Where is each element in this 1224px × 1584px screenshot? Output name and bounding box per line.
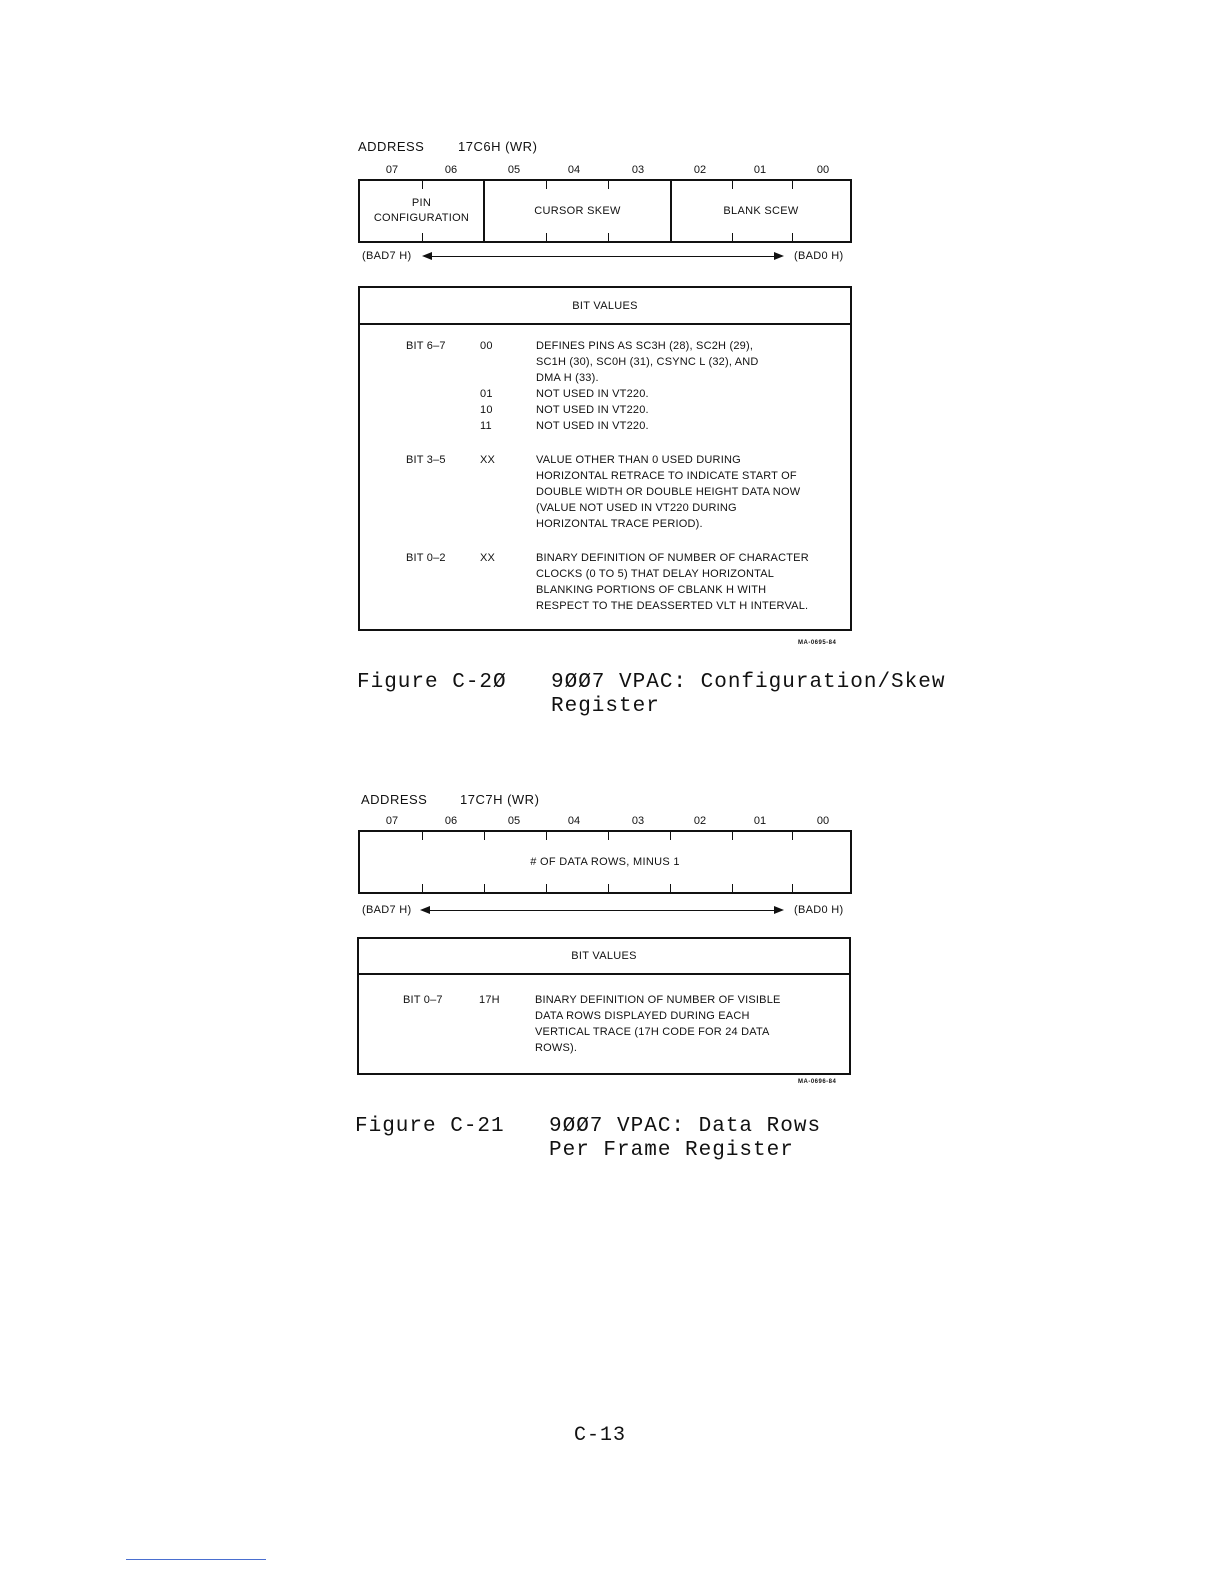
bit-number: 02 bbox=[693, 815, 707, 827]
bit-description: BINARY DEFINITION OF NUMBER OF VISIBLE bbox=[535, 994, 781, 1006]
lsb-label: (BAD0 H) bbox=[794, 250, 844, 262]
cursor-skew-field bbox=[485, 181, 672, 241]
bit-tick bbox=[732, 832, 733, 840]
bit-tick bbox=[546, 884, 547, 892]
arrow-right-icon bbox=[774, 906, 784, 914]
bit-number: 01 bbox=[753, 164, 767, 176]
bit-description: DOUBLE WIDTH OR DOUBLE HEIGHT DATA NOW bbox=[536, 486, 801, 498]
bit-range: BIT 6–7 bbox=[406, 340, 446, 352]
figure-label: Figure C-21 bbox=[355, 1115, 505, 1138]
bit-number: 05 bbox=[507, 164, 521, 176]
bit-number: 01 bbox=[753, 815, 767, 827]
bit-description: DATA ROWS DISPLAYED DURING EACH bbox=[535, 1010, 750, 1022]
bit-tick bbox=[732, 181, 733, 189]
bit-tick bbox=[422, 181, 423, 189]
bit-tick bbox=[792, 233, 793, 241]
bit-range: BIT 0–2 bbox=[406, 552, 446, 564]
bit-code: 11 bbox=[480, 420, 492, 432]
bit-values-title: BIT VALUES bbox=[571, 950, 637, 962]
bit-description: ROWS). bbox=[535, 1042, 578, 1054]
bit-range: BIT 0–7 bbox=[403, 994, 443, 1006]
bit-values-box bbox=[358, 286, 852, 631]
blank-skew-field bbox=[672, 181, 850, 241]
arrow-line bbox=[428, 910, 774, 911]
bit-values-title: BIT VALUES bbox=[572, 299, 638, 312]
bit-description: HORIZONTAL RETRACE TO INDICATE START OF bbox=[536, 470, 797, 482]
figure-label: Figure C-2Ø bbox=[357, 671, 507, 694]
field-label: # OF DATA ROWS, MINUS 1 bbox=[530, 855, 680, 868]
bit-description: BINARY DEFINITION OF NUMBER OF CHARACTER bbox=[536, 552, 809, 564]
bit-tick bbox=[792, 832, 793, 840]
bit-tick bbox=[546, 181, 547, 189]
field-label: PIN bbox=[411, 197, 432, 209]
page-number: C-13 bbox=[574, 1424, 627, 1447]
field-label: BLANK SCEW bbox=[723, 204, 799, 217]
address-value: 17C6H (WR) bbox=[458, 139, 538, 154]
bit-number: 05 bbox=[507, 815, 521, 827]
bit-range: BIT 3–5 bbox=[406, 454, 446, 466]
register-box bbox=[358, 179, 852, 243]
data-rows-field bbox=[360, 832, 850, 892]
bit-description: BLANKING PORTIONS OF CBLANK H WITH bbox=[536, 584, 767, 596]
figure-title: 9ØØ7 VPAC: Configuration/Skew bbox=[551, 671, 946, 694]
bit-tick bbox=[792, 884, 793, 892]
bit-tick bbox=[484, 884, 485, 892]
bit-number: 00 bbox=[816, 815, 830, 827]
bit-description: HORIZONTAL TRACE PERIOD). bbox=[536, 518, 703, 530]
address-label: ADDRESS bbox=[361, 792, 428, 807]
bit-description: NOT USED IN VT220. bbox=[536, 404, 649, 416]
bit-code: 01 bbox=[480, 388, 493, 400]
bit-description: SC1H (30), SC0H (31), CSYNC L (32), AND bbox=[536, 356, 759, 368]
bit-tick bbox=[670, 832, 671, 840]
figure-title: 9ØØ7 VPAC: Data Rows bbox=[549, 1115, 822, 1138]
bit-number: 07 bbox=[385, 164, 399, 176]
bit-tick bbox=[608, 832, 609, 840]
address-label: ADDRESS bbox=[358, 139, 425, 154]
msb-label: (BAD7 H) bbox=[362, 904, 412, 916]
bit-description: NOT USED IN VT220. bbox=[536, 420, 649, 432]
bit-values-header bbox=[359, 939, 849, 975]
bit-values-header bbox=[360, 288, 850, 325]
bit-tick bbox=[608, 181, 609, 189]
bit-tick bbox=[422, 832, 423, 840]
bit-tick bbox=[792, 181, 793, 189]
bit-tick bbox=[484, 832, 485, 840]
bit-tick bbox=[608, 233, 609, 241]
pin-configuration-field bbox=[360, 181, 485, 241]
bit-number: 03 bbox=[631, 164, 645, 176]
figure-title: Per Frame Register bbox=[549, 1139, 794, 1162]
figure-title: Register bbox=[551, 695, 660, 718]
bit-number: 02 bbox=[693, 164, 707, 176]
bit-description: NOT USED IN VT220. bbox=[536, 388, 649, 400]
bit-description: (VALUE NOT USED IN VT220 DURING bbox=[536, 502, 737, 514]
figure-code: MA-0695-84 bbox=[798, 640, 837, 646]
arrow-line bbox=[430, 256, 774, 257]
arrow-right-icon bbox=[774, 252, 784, 260]
bit-code: 00 bbox=[480, 340, 493, 352]
bit-tick bbox=[608, 884, 609, 892]
bit-code: XX bbox=[480, 454, 496, 466]
bit-number: 04 bbox=[567, 164, 581, 176]
bit-description: CLOCKS (0 TO 5) THAT DELAY HORIZONTAL bbox=[536, 568, 775, 580]
bit-code: XX bbox=[480, 552, 496, 564]
footer-divider bbox=[126, 1559, 266, 1560]
lsb-label: (BAD0 H) bbox=[794, 904, 844, 916]
address-value: 17C7H (WR) bbox=[460, 792, 540, 807]
bit-number: 04 bbox=[567, 815, 581, 827]
register-box bbox=[358, 830, 852, 894]
bit-number: 03 bbox=[631, 815, 645, 827]
bit-tick bbox=[546, 832, 547, 840]
bit-number: 06 bbox=[444, 164, 458, 176]
bit-description: RESPECT TO THE DEASSERTED VLT H INTERVAL. bbox=[536, 600, 809, 612]
figure-code: MA-0696-84 bbox=[798, 1079, 837, 1085]
msb-label: (BAD7 H) bbox=[362, 250, 412, 262]
bit-tick bbox=[422, 884, 423, 892]
bit-number: 00 bbox=[816, 164, 830, 176]
field-label: CONFIGURATION bbox=[373, 212, 470, 224]
bit-number: 06 bbox=[444, 815, 458, 827]
field-label: CURSOR SKEW bbox=[534, 204, 621, 217]
bit-tick bbox=[732, 884, 733, 892]
bit-tick bbox=[546, 233, 547, 241]
bit-tick bbox=[732, 233, 733, 241]
bit-description: VERTICAL TRACE (17H CODE FOR 24 DATA bbox=[535, 1026, 770, 1038]
bit-code: 10 bbox=[480, 404, 493, 416]
bit-number: 07 bbox=[385, 815, 399, 827]
bit-values-box bbox=[357, 937, 851, 1075]
bit-description: VALUE OTHER THAN 0 USED DURING bbox=[536, 454, 741, 466]
bit-description: DMA H (33). bbox=[536, 372, 599, 384]
bit-description: DEFINES PINS AS SC3H (28), SC2H (29), bbox=[536, 340, 754, 352]
bit-tick bbox=[422, 233, 423, 241]
bit-tick bbox=[670, 884, 671, 892]
bit-code: 17H bbox=[479, 994, 500, 1006]
